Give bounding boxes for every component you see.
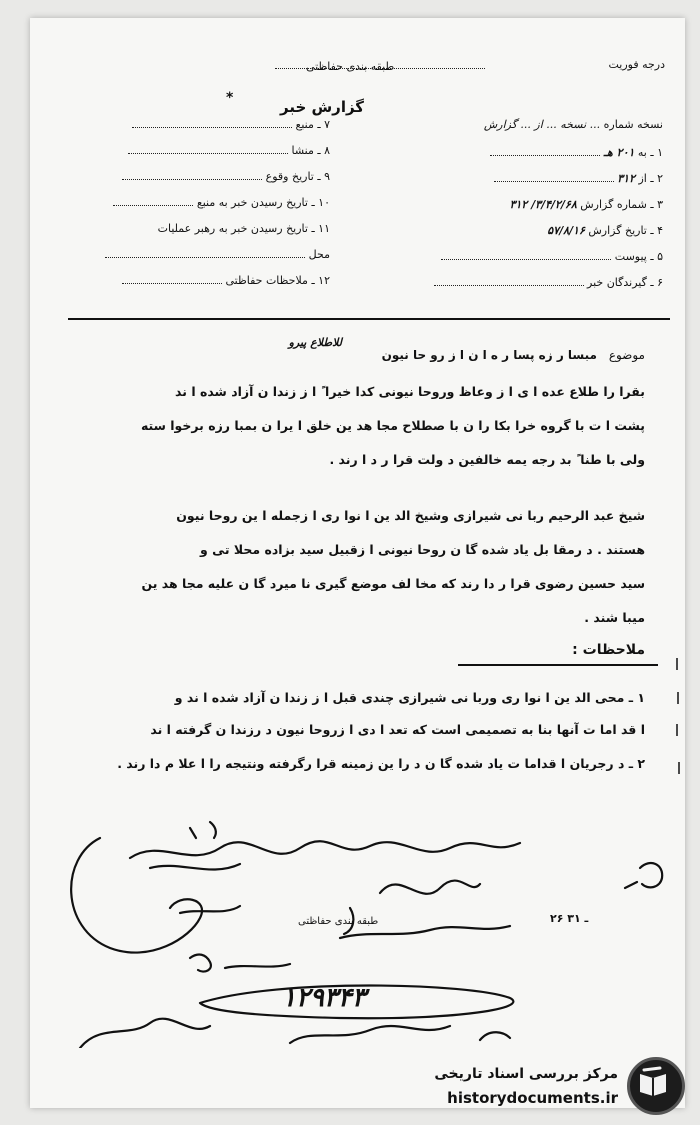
- field-source: [70, 118, 330, 131]
- notes-heading: ملاحظات :: [572, 642, 645, 658]
- header-divider: [68, 318, 670, 320]
- scribble-path: [225, 964, 290, 968]
- field-value: ۳۱۲: [617, 172, 635, 185]
- watermark-title: مرکز بررسی اسناد تاریخی: [434, 1066, 618, 1082]
- note-line-2: ا قد اما ت آنها بنا به تصمیمی است که تعد ا دی ا زروحا نیون د رزندا ن گرفته ا ند: [150, 722, 645, 737]
- scribble-path: [130, 841, 520, 858]
- field-value: ۵۷/۸/۱۶: [547, 224, 585, 237]
- header-mark: *: [226, 90, 234, 106]
- field-origin: [70, 144, 330, 157]
- body-line-3: ولی با طنا ً بد رجه یمه خالفین د ولت قرا ر د ا رند .: [329, 452, 645, 467]
- classification-label: طبقه بندی حفاظتی: [306, 60, 395, 73]
- note-line-3: ۲ ـ د رجریان ا قداما ت یاد شده گا ن د را ین زمینه قرا رگرفته ونتیجه را ا علا م دا رند .: [117, 756, 645, 771]
- field-label: ۲ ـ از: [638, 172, 663, 185]
- body-line-5: هستند . د رمقا بل یاد شده گا ن روحا نیونی ا زقبیل سید بزاده محلا تی و: [200, 542, 645, 557]
- field-dots: [434, 277, 584, 286]
- subject-annotation: للاطلاع پیرو: [288, 336, 342, 349]
- edge-marks: [673, 658, 683, 798]
- body-line-4: شیخ عبد الرحیم ربا نی شیرازی وشیخ الد ین ا نوا ری ا زجمله ا ین روحا نیون: [176, 508, 645, 523]
- scribble-path: [380, 881, 480, 894]
- field-dots: [132, 119, 292, 128]
- scribble-path: [625, 882, 637, 888]
- field-report-number: [393, 198, 663, 211]
- note-line-1: ۱ ـ محی الد ین ا نوا ری وربا نی شیرازی چندی قبل ا ز زندا ن آزاد شده ا ند و: [174, 690, 645, 705]
- field-label: ۶ ـ گیرندگان خبر: [587, 276, 663, 289]
- body-line-6: سید حسین رضوی قرا ر دا رند که مخا لف موضع گیری نا میرد گا ن علیه مجا هد ین: [141, 576, 645, 591]
- scribble-path: [190, 955, 211, 972]
- field-from: [393, 172, 663, 185]
- body-line-1: بقرا را طلاع عده ا ی ا ز وعاظ وروحا نیونی کدا خیرا ً ا ز زندا ن آزاد شده ا ند: [175, 384, 645, 399]
- subject-line: [382, 348, 645, 362]
- field-label: ۳ ـ شماره گزارش: [580, 198, 663, 211]
- field-to: [393, 146, 663, 159]
- scribble-path: [480, 1032, 510, 1040]
- field-dots: [122, 171, 262, 180]
- notes-heading-underline: [458, 664, 658, 666]
- field-dots: [113, 197, 193, 206]
- field-operations-date: [70, 222, 330, 235]
- field-value: ۲۰۱ هـ: [603, 146, 635, 159]
- field-value: ۳/۴/۲/۶۸/ ۳۱۲: [509, 198, 577, 211]
- field-label: ۱۱ ـ تاریخ رسیدن خبر به رهبر عملیات: [157, 222, 330, 235]
- watermark-url: historydocuments.ir: [447, 1089, 618, 1107]
- field-copy-number: [393, 118, 663, 131]
- priority-label: درجه فوریت: [608, 58, 665, 71]
- field-label: محل: [308, 248, 330, 261]
- scribble-path: [640, 863, 662, 887]
- footer-form-code: ۲۶ ـ ۳۱: [550, 912, 589, 925]
- watermark-logo-icon: [627, 1057, 685, 1115]
- form-title: گزارش خبر: [280, 98, 365, 116]
- field-dots: [494, 173, 614, 182]
- field-label: ۷ ـ منبع: [295, 118, 330, 131]
- field-location: [70, 248, 330, 261]
- scribble-path: [340, 926, 510, 938]
- field-label: ۵ ـ پیوست: [614, 250, 663, 263]
- field-recipients: [393, 276, 663, 289]
- body-line-7: میبا شند .: [584, 610, 645, 625]
- document-page: [30, 18, 685, 1108]
- field-dots: [122, 275, 222, 284]
- field-label: ۱ ـ به: [637, 146, 663, 159]
- field-source-date: [70, 196, 330, 209]
- footer-classification: طبقه بندی حفاظتی: [298, 916, 379, 927]
- field-dots: [128, 145, 288, 154]
- field-attachment: [393, 250, 663, 263]
- field-value: ... نسخه ... از ... گزارش: [483, 118, 601, 131]
- field-dots: [490, 147, 600, 156]
- subject-text: مبسا ر زه پسا ر ه ا ن ا ز رو حا نیون: [381, 348, 597, 362]
- field-label: ۸ ـ منشا: [291, 144, 330, 157]
- field-dots: [105, 249, 305, 258]
- field-label: ۱۲ ـ ملاحظات حفاظتی: [225, 274, 330, 287]
- classification-dotted-line: [275, 68, 485, 69]
- field-report-date: [393, 224, 663, 237]
- archive-number: ۱۲۹۳۴۳: [282, 983, 366, 1013]
- scribble-path: [80, 1019, 210, 1048]
- field-label: ۹ ـ تاریخ وقوع: [265, 170, 330, 183]
- field-dots: [441, 251, 611, 260]
- scribble-path: [180, 906, 240, 913]
- scribble-path: [290, 1026, 450, 1043]
- field-security-notes: [70, 274, 330, 287]
- field-label: نسخه شماره: [603, 118, 663, 131]
- scribble-path: [190, 822, 216, 838]
- body-line-2: پشت ا ت با گروه خرا بکا را ن با صطلاح مجا هد ین خلق ا یرا ن بمبا رزه برخوا سته: [140, 418, 645, 433]
- scribble-path: [150, 864, 240, 870]
- field-label: ۴ ـ تاریخ گزارش: [588, 224, 663, 237]
- subject-label: موضوع: [608, 348, 645, 362]
- field-occurrence-date: [70, 170, 330, 183]
- book-icon: [630, 1060, 676, 1106]
- field-label: ۱۰ ـ تاریخ رسیدن خبر به منبع: [196, 196, 330, 209]
